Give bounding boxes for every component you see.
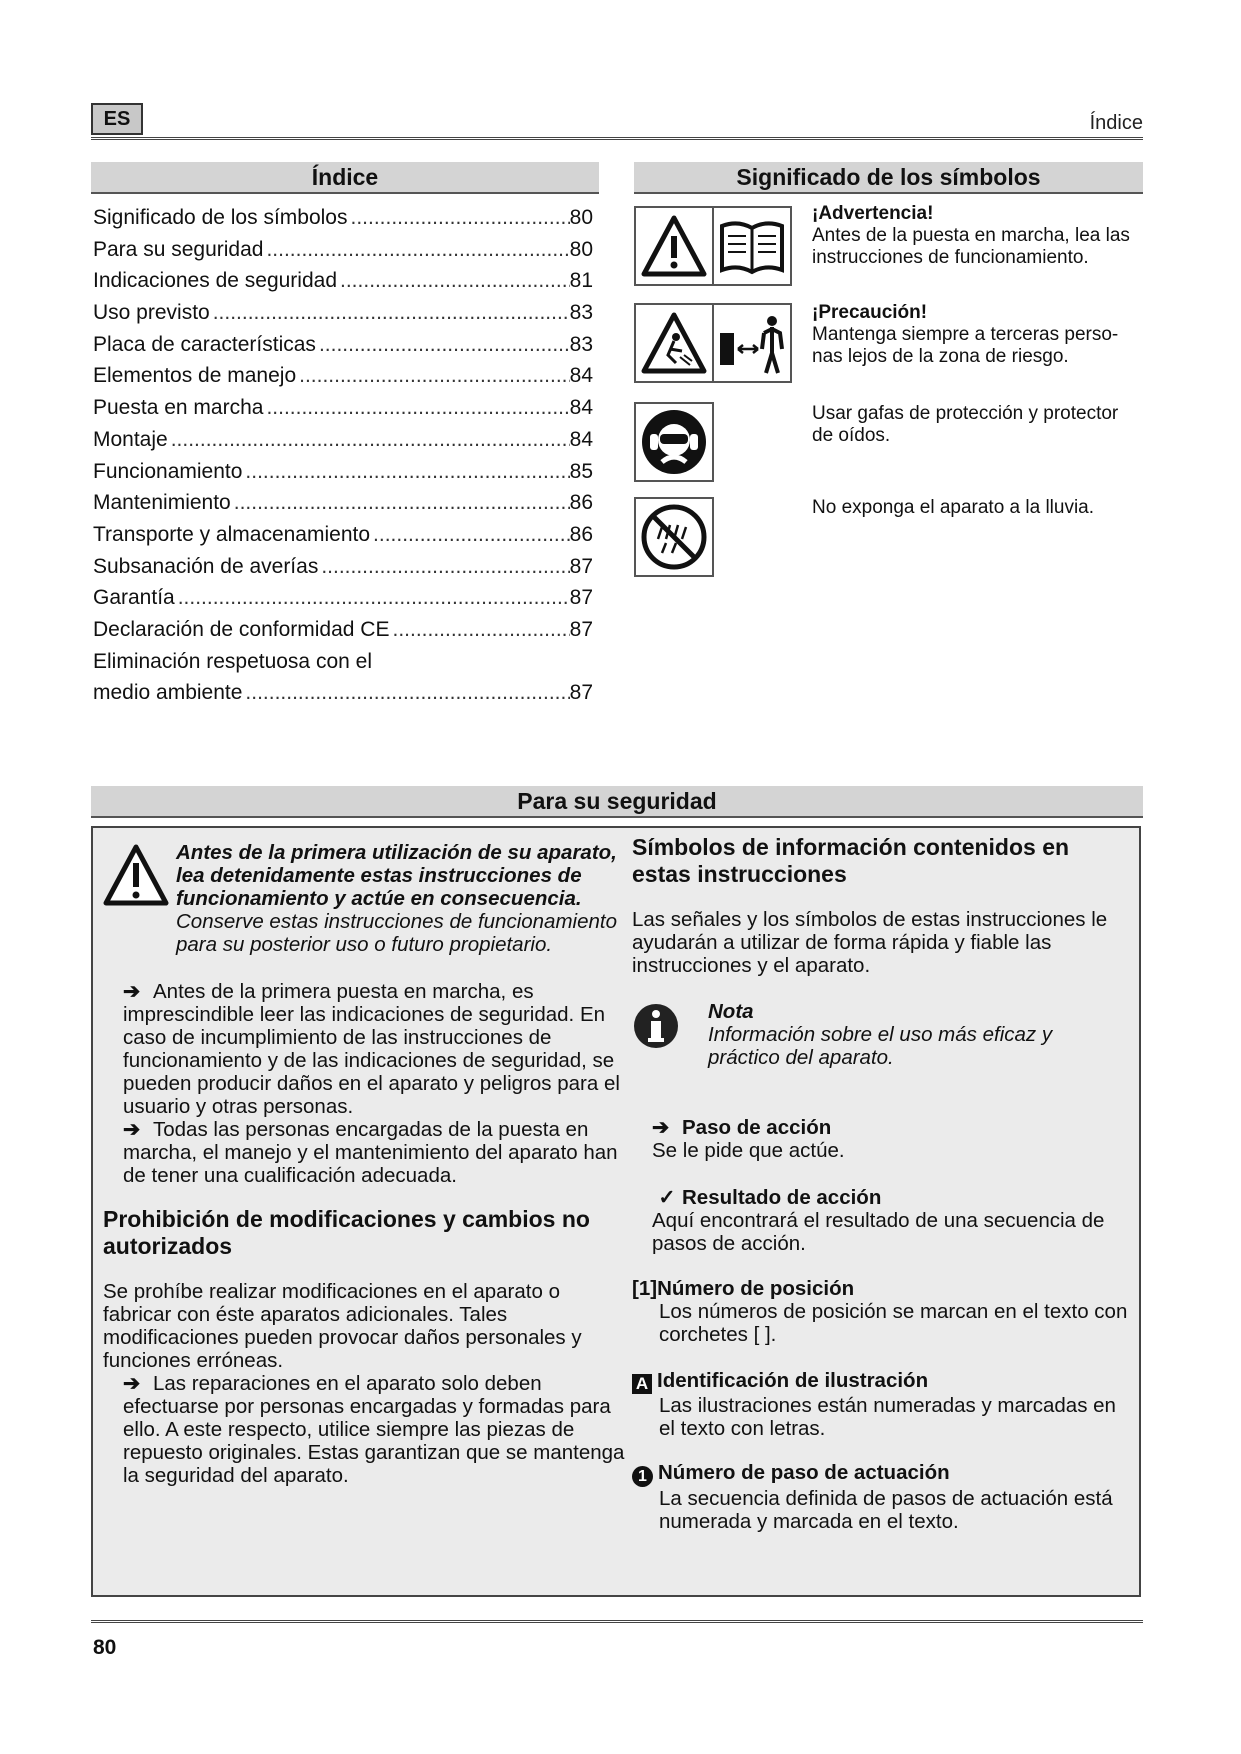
toc-item	[93, 677, 593, 709]
toc-leader-dots	[263, 392, 569, 424]
language-badge: ES	[91, 103, 143, 135]
toc-leader-dots	[389, 614, 569, 646]
toc-leader-dots	[318, 551, 569, 583]
toc-item-page: 86	[569, 522, 593, 546]
toc-item-label: medio ambiente	[93, 681, 243, 705]
toc-item-label: Elementos de manejo	[93, 364, 297, 388]
toc-leader-dots	[347, 202, 569, 234]
toc-item-label: Significado de los símbolos	[93, 206, 348, 229]
toc-item-label: Subsanación de averías	[93, 554, 319, 578]
warning-text-block	[812, 203, 1142, 269]
toc-item-page: 80	[569, 237, 593, 261]
toc-leader-dots	[242, 677, 569, 709]
toc-item-page: 84	[569, 427, 593, 451]
bullet-3	[123, 1372, 633, 1487]
position-title: Número de posición	[657, 1277, 855, 1300]
toc-item	[93, 614, 593, 646]
arrow-icon: ➔	[123, 1372, 141, 1395]
step-title: Paso de acción	[682, 1116, 832, 1139]
illustration-marker: A	[632, 1374, 652, 1394]
prohibition-heading: Prohibición de modificaciones y cambios no autorizados	[103, 1206, 590, 1259]
goggles-text: Usar gafas de protección y protector de oídos.	[812, 403, 1119, 446]
page-number: 80	[93, 1636, 117, 1659]
warning-title: ¡Advertencia!	[812, 203, 934, 224]
header-title: Índice	[1089, 112, 1143, 134]
toc-leader-dots	[370, 519, 570, 551]
step-text: Se le pide que actúe.	[652, 1139, 845, 1162]
no-rain-icon	[634, 497, 714, 577]
sequence-title: Número de paso de actuación	[658, 1461, 950, 1484]
safety-intro-rest: Conserve estas instrucciones de funcionamiento para su posterior uso o futuro propietario.	[176, 910, 617, 956]
toc-leader-dots	[231, 487, 570, 519]
arrow-icon: ➔	[123, 1118, 141, 1141]
result-title: Resultado de acción	[682, 1186, 882, 1209]
check-icon: ✓	[658, 1186, 676, 1209]
bullet-2-text: Todas las personas encargadas de la puesta en marcha, el manejo y el mantenimiento del aparato han de tener una cualificación adecuada.	[123, 1118, 618, 1187]
toc-item-page: 87	[569, 554, 593, 578]
toc-item-page: 84	[569, 364, 593, 388]
step-block	[652, 1116, 1132, 1162]
toc-leader-dots	[242, 456, 569, 488]
toc-leader-dots	[316, 329, 570, 361]
info-symbols-text: Las señales y los símbolos de estas instrucciones le ayudarán a utilizar de forma rápida y fiable las instrucciones y el aparato.	[632, 908, 1108, 977]
warning-triangle-icon	[102, 843, 170, 907]
toc-item-label: Indicaciones de seguridad	[93, 269, 338, 293]
result-text: Aquí encontrará el resultado de una secuencia de pasos de acción.	[652, 1209, 1105, 1255]
rain-text: No exponga el aparato a la lluvia.	[812, 497, 1095, 518]
toc-item	[93, 424, 593, 456]
toc-item-page: 81	[569, 269, 593, 293]
illustration-block	[632, 1369, 1132, 1440]
toc-item-page: 84	[569, 396, 593, 420]
safety-intro-bold: Antes de la primera utilización de su aparato, lea detenidamente estas instrucciones de funcionamiento y actúe en consecuencia.	[176, 841, 617, 910]
info-icon	[632, 1002, 680, 1050]
toc-item	[93, 329, 593, 361]
illustration-title: Identificación de ilustración	[657, 1369, 929, 1392]
toc-item: Eliminación respetuosa con el	[93, 649, 372, 673]
sequence-marker: 1	[632, 1466, 653, 1487]
illustration-text: Las ilustraciones están numeradas y marcadas en el texto con letras.	[659, 1394, 1116, 1440]
caution-text-line-1: Mantenga siempre a terceras perso-	[812, 324, 1119, 345]
bullet-2	[123, 1118, 633, 1187]
header-rule	[91, 137, 1143, 140]
warning-text: Antes de la puesta en marcha, lea las instrucciones de funcionamiento.	[812, 225, 1130, 268]
toc-leader-dots	[210, 297, 570, 329]
position-text: Los números de posición se marcan en el texto con corchetes [ ].	[659, 1300, 1128, 1346]
toc-item-page: 85	[569, 459, 593, 483]
toc-item-label: Funcionamiento	[93, 459, 243, 483]
toc-leader-dots	[296, 360, 570, 392]
toc-item-label: Garantía	[93, 586, 175, 610]
caution-text-line-2: nas lejos de la zona de riesgo.	[812, 346, 1069, 367]
toc-item	[93, 297, 593, 329]
toc-item-page: 83	[569, 332, 593, 356]
toc-item	[93, 234, 593, 266]
toc-leader-dots	[337, 265, 570, 297]
toc-leader-dots	[175, 582, 570, 614]
toc-leader-dots	[168, 424, 570, 456]
note-block	[708, 1000, 1108, 1069]
toc-item-label: Transporte y almacenamiento	[93, 522, 371, 546]
toc-item-label: Placa de características	[93, 332, 316, 356]
manual-book-icon	[712, 206, 792, 286]
toc-item	[93, 582, 593, 614]
position-marker: [1]	[632, 1277, 658, 1300]
safety-intro	[176, 841, 622, 956]
result-block	[652, 1186, 1132, 1255]
toc-item-label: Uso previsto	[93, 301, 210, 325]
toc-item	[93, 519, 593, 551]
keep-distance-icon	[712, 303, 792, 383]
toc-item	[93, 456, 593, 488]
toc-item	[93, 487, 593, 519]
toc-item-page: 86	[569, 491, 593, 515]
toc-leader-dots	[263, 234, 569, 266]
arrow-icon: ➔	[123, 980, 141, 1003]
sequence-text: La secuencia definida de pasos de actuación está numerada y marcada en el texto.	[659, 1487, 1113, 1533]
toc-item	[93, 202, 593, 234]
warning-triangle-icon	[634, 206, 714, 286]
toc-heading: Índice	[91, 162, 599, 194]
toc-item-page: 87	[569, 681, 593, 705]
toc-item-page: 83	[569, 301, 593, 325]
safety-heading: Para su seguridad	[91, 786, 1143, 818]
note-title: Nota	[708, 1000, 754, 1023]
caution-title: ¡Precaución!	[812, 302, 928, 323]
info-symbols-heading: Símbolos de información contenidos en estas instrucciones	[632, 834, 1070, 887]
bullet-1-text: Antes de la primera puesta en marcha, es imprescindible leer las indicaciones de seguridad. En caso de incumplimiento de las instrucciones de funcionamiento y de las indicaciones de seguridad, se pueden producir daños en el aparato y peligros para el usuario y otras personas.	[123, 980, 620, 1118]
toc-item	[93, 360, 593, 392]
goggles-ear-protection-icon	[634, 402, 714, 482]
toc-item-label: Puesta en marcha	[93, 396, 264, 420]
toc-list	[93, 202, 593, 709]
bullet-1	[123, 980, 633, 1118]
toc-item-page: 80	[569, 206, 593, 229]
toc-item-page: 87	[569, 586, 593, 610]
toc-item	[93, 551, 593, 583]
toc-item-label: Para su seguridad	[93, 237, 264, 261]
hazard-triangle-icon	[634, 303, 714, 383]
toc-item-label: Declaración de conformidad CE	[93, 617, 390, 641]
arrow-icon: ➔	[652, 1116, 670, 1139]
toc-item	[93, 392, 593, 424]
sequence-block	[632, 1461, 1132, 1533]
toc-item-label: Montaje	[93, 427, 168, 451]
symbols-heading: Significado de los símbolos	[634, 162, 1143, 194]
prohibition-text: Se prohíbe realizar modificaciones en el aparato o fabricar con éste aparatos adicionales. Tales modificaciones pueden provocar daños personales y funciones erróneas.	[103, 1280, 582, 1372]
toc-item-label: Mantenimiento	[93, 491, 231, 515]
footer-rule	[91, 1620, 1143, 1623]
caution-text-block	[812, 302, 1142, 368]
toc-item-page: 87	[569, 617, 593, 641]
position-block	[632, 1277, 1132, 1346]
toc-item	[93, 265, 593, 297]
bullet-3-text: Las reparaciones en el aparato solo deben efectuarse por personas encargadas y formadas para ello. A este respecto, utilice siempre las piezas de repuesto originales. Estas garantizan que se mantenga la seguridad del aparato.	[123, 1372, 625, 1487]
note-text: Información sobre el uso más eficaz y práctico del aparato.	[708, 1023, 1053, 1069]
